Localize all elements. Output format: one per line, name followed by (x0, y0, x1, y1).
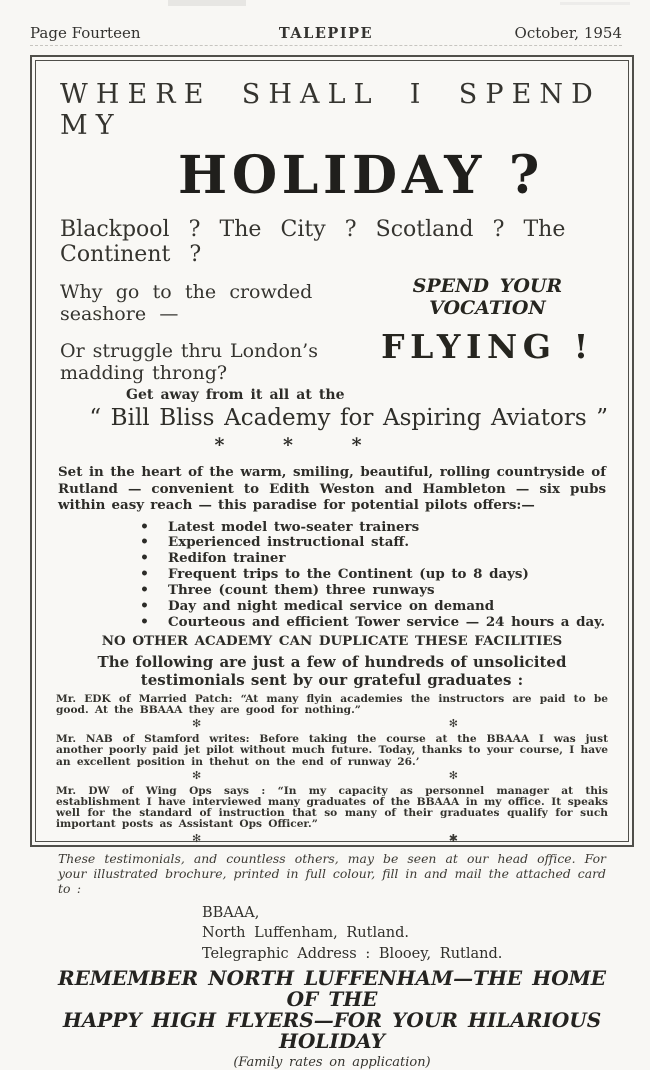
vocation-column (367, 275, 608, 384)
slogan-line-2: HAPPY HIGH FLYERS—FOR YOUR HILARIOUS HOLIDAY (62, 1008, 602, 1054)
feature-item (140, 567, 608, 583)
snowflake-icon: ✻ (192, 768, 202, 782)
slogan-line-1: REMEMBER NORTH LUFFENHAM—THE HOME OF THE (57, 966, 606, 1012)
asterisk-icon: * (283, 434, 293, 456)
feature-item (140, 599, 608, 615)
snowflake-icon: ✻ (192, 717, 202, 731)
feature-list (140, 520, 608, 631)
asterisk-icon: * (351, 434, 362, 456)
feature-text: Courteous and efficient Tower service — 24 hours a day. (168, 613, 606, 630)
separator-row (56, 770, 608, 781)
address-block (202, 903, 608, 965)
bullet-icon: • (140, 613, 149, 630)
academy-intro: Get away from it all at the (126, 387, 345, 403)
family-rates-note: (Family rates on application) (233, 1055, 431, 1070)
bullet-icon: • (140, 534, 149, 551)
claim-line: NO OTHER ACADEMY CAN DUPLICATE THESE FACILITIES (101, 632, 563, 649)
separator-row (56, 718, 608, 729)
scan-smudge (560, 2, 630, 5)
testimonials-intro: The following are just a few of hundreds of unsolicited testimonials sent by our grateful graduates : (97, 652, 567, 689)
academy-description: Set in the heart of the warm, smiling, beautiful, rolling countryside of Rutland — convenient to Edith Weston and Hambleton — six pubs within easy reach — this paradise for potential pilots offers:— (58, 464, 606, 513)
flying-headline: FLYING ! (381, 327, 594, 366)
page-number-label: Page Fourteen (30, 24, 141, 42)
feature-item (140, 615, 608, 631)
seashore-question-2: Or struggle thru London’s madding throng? (60, 340, 318, 384)
bullet-icon: • (140, 582, 149, 599)
vocation-headline: SPEND YOUR VOCATION (412, 275, 563, 319)
destinations-line: Blackpool ? The City ? Scotland ? The Continent ? (60, 217, 566, 267)
feature-text: Latest model two-seater trainers (168, 518, 420, 535)
asterisk-icon: * (214, 434, 225, 456)
closing-note: These testimonials, and countless others, may be seen at our head office. For your illustrated brochure, printed in full colour, fill in and mail the attached card to : (58, 850, 606, 897)
bullet-icon: • (140, 550, 149, 567)
testimonial-2: Mr. NAB of Stamford writes: Before taking the course at the BBAAA I was just another poorly paid jet pilot without much future. Today, thanks to your course, I have an excellent position in thehut on the end of runway 26.’ (56, 733, 608, 768)
asterisk-row (56, 435, 520, 455)
separator-row (56, 833, 608, 844)
academy-name: “ Bill Bliss Academy for Aspiring Aviators ” (89, 405, 608, 431)
publication-title: TALEPIPE (278, 25, 374, 42)
header-rule (30, 45, 622, 46)
feature-item (140, 551, 608, 567)
advertisement-frame (30, 55, 634, 1070)
scan-smudge (168, 0, 246, 6)
bullet-icon: • (140, 566, 149, 583)
snowflake-icon: ✻ (192, 831, 202, 845)
seashore-question-1: Why go to the crowded seashore — (60, 281, 313, 325)
feature-text: Redifon trainer (168, 550, 286, 567)
two-column-row (56, 275, 608, 384)
feature-text: Day and night medical service on demand (168, 598, 495, 615)
seashore-column (60, 275, 367, 384)
asterisk-icon: ✱ (448, 831, 458, 845)
feature-text: Frequent trips to the Continent (up to 8 days) (168, 566, 529, 583)
bullet-icon: • (140, 518, 149, 535)
bullet-icon: • (140, 598, 149, 615)
slogan-block (56, 968, 608, 1052)
issue-date: October, 1954 (514, 24, 622, 42)
publication-title-wrap (200, 24, 452, 42)
headline-line1: WHERE SHALL I SPEND MY (60, 79, 601, 141)
headline-holiday: HOLIDAY ? (178, 145, 544, 206)
feature-text: Experienced instructional staff. (168, 534, 410, 551)
feature-item (140, 535, 608, 551)
snowflake-icon: ✻ (448, 717, 458, 731)
testimonial-3: Mr. DW of Wing Ops says : “In my capacity as personnel manager at this establishment I have interviewed many graduates of the BBAAA in my office. It speaks well for the standard of instruction that so many of their graduates qualify for such important posts as Assistant Ops Officer.” (56, 784, 608, 831)
feature-item (140, 520, 608, 536)
snowflake-icon: ✻ (448, 768, 458, 782)
feature-item (140, 583, 608, 599)
page-header (30, 24, 622, 42)
address-line-2: North Luffenham, Rutland. (202, 925, 409, 942)
address-line-1: BBAAA, (202, 904, 260, 921)
address-line-3: Telegraphic Address : Blooey, Rutland. (202, 945, 503, 962)
testimonial-1: Mr. EDK of Married Patch: “At many flyin academies the instructors are paid to be good. At the BBAAA they are good for nothing.” (56, 692, 608, 717)
advertisement-inner-border (35, 60, 629, 1070)
feature-text: Three (count them) three runways (168, 582, 435, 599)
